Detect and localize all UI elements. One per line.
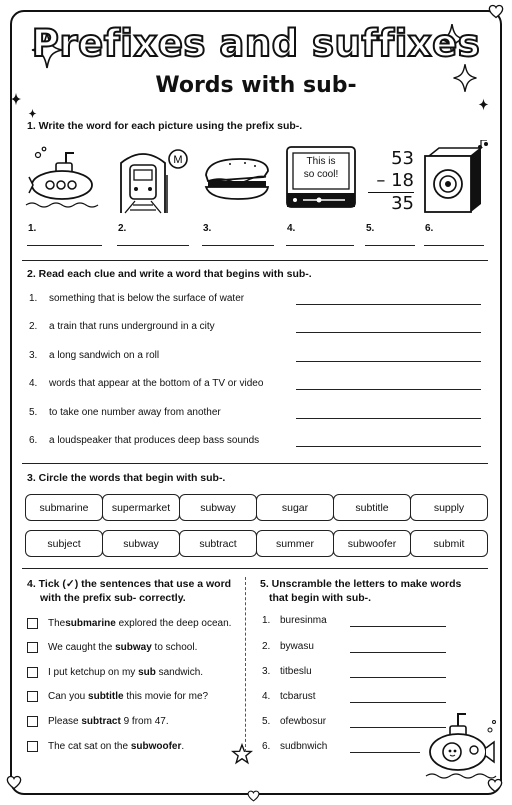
section-divider <box>22 568 488 569</box>
section3-heading: 3. Circle the words that begin with sub-. <box>27 472 226 484</box>
clue-answer-line[interactable] <box>296 361 481 362</box>
checkbox[interactable] <box>27 618 38 629</box>
math-answer: 35 <box>368 192 414 215</box>
section5-heading-line1: 5. Unscramble the letters to make words <box>260 578 462 590</box>
section-divider <box>22 260 488 261</box>
picture-number: 5. <box>366 223 375 234</box>
word-choice[interactable]: supermarket <box>102 494 180 521</box>
sparkle-icon <box>478 98 489 111</box>
checkbox[interactable] <box>27 642 38 653</box>
picture-number: 6. <box>425 223 434 234</box>
math-top: 53 <box>391 148 414 169</box>
clue-answer-line[interactable] <box>296 304 481 305</box>
worksheet-subtitle: Words with sub- <box>155 73 357 98</box>
word-choice[interactable]: subway <box>102 530 180 557</box>
subtraction-icon <box>368 148 414 215</box>
section5-heading-line2: that begin with sub-. <box>269 592 372 604</box>
tick-sentence[interactable]: Please subtract 9 from 47. <box>27 716 169 727</box>
column-divider <box>245 577 246 752</box>
section4-heading <box>27 577 231 605</box>
word-choice[interactable]: subject <box>25 530 103 557</box>
section1-heading: 1. Write the word for each picture using the prefix sub-. <box>27 120 303 132</box>
answer-line[interactable] <box>365 245 415 246</box>
heart-icon <box>6 775 22 790</box>
answer-line[interactable] <box>424 245 484 246</box>
word-choice[interactable]: submarine <box>25 494 103 521</box>
section4-heading-line1: 4. Tick (✓) the sentences that use a word <box>27 578 232 590</box>
checkbox[interactable] <box>27 691 38 702</box>
submarine-mascot-icon <box>422 708 498 780</box>
tv-caption <box>297 155 345 181</box>
unscramble-row: 1. buresinma <box>262 615 327 626</box>
picture-number: 2. <box>118 223 127 234</box>
clue-answer-line[interactable] <box>296 418 481 419</box>
metro-sign-label: M <box>173 154 183 166</box>
unscramble-answer-line[interactable] <box>350 677 446 678</box>
word-choice[interactable]: supply <box>410 494 488 521</box>
answer-line[interactable] <box>117 245 189 246</box>
word-choice[interactable]: sugar <box>256 494 334 521</box>
clue-row: 6. a loudspeaker that produces deep bass sounds <box>29 435 260 446</box>
math-middle: – 18 <box>376 170 414 191</box>
unscramble-row: 3. titbeslu <box>262 666 312 677</box>
heart-icon <box>488 4 504 19</box>
sparkle-icon <box>28 108 37 119</box>
word-choice[interactable]: subway <box>179 494 257 521</box>
picture-number: 1. <box>28 223 37 234</box>
unscramble-answer-line[interactable] <box>350 752 420 753</box>
tick-sentence[interactable]: I put ketchup on my sub sandwich. <box>27 667 203 678</box>
checkbox[interactable] <box>27 741 38 752</box>
unscramble-answer-line[interactable] <box>350 702 446 703</box>
tick-sentence[interactable]: The submarine explored the deep ocean. <box>27 618 231 629</box>
clue-answer-line[interactable] <box>296 332 481 333</box>
sandwich-icon <box>200 155 272 203</box>
subway-train-icon <box>117 143 189 215</box>
unscramble-row: 2. bywasu <box>262 641 314 652</box>
word-choice[interactable]: subtitle <box>333 494 411 521</box>
section2-heading: 2. Read each clue and write a word that begins with sub-. <box>27 268 312 280</box>
answer-line[interactable] <box>286 245 354 246</box>
picture-number: 4. <box>287 223 296 234</box>
submarine-icon <box>24 143 100 213</box>
clue-row: 3. a long sandwich on a roll <box>29 350 160 361</box>
word-choice[interactable]: submit <box>410 530 488 557</box>
tv-caption-line1: This is <box>306 156 336 167</box>
checkbox[interactable] <box>27 667 38 678</box>
clue-answer-line[interactable] <box>296 389 481 390</box>
worksheet-title: Prefixes and suffixes <box>31 22 481 65</box>
heart-icon <box>247 790 260 802</box>
unscramble-row: 5. ofewbosur <box>262 716 327 727</box>
heart-icon <box>487 778 503 793</box>
section5-heading <box>260 577 461 605</box>
section4-heading-line2: with the prefix sub- correctly. <box>40 592 186 604</box>
unscramble-row: 6. sudbnwich <box>262 741 328 752</box>
word-choice[interactable]: summer <box>256 530 334 557</box>
answer-line[interactable] <box>202 245 274 246</box>
subwoofer-icon <box>421 140 491 216</box>
word-choice[interactable]: subwoofer <box>333 530 411 557</box>
clue-row: 5. to take one number away from another <box>29 407 221 418</box>
unscramble-row: 4. tcbarust <box>262 691 316 702</box>
answer-line[interactable] <box>27 245 102 246</box>
unscramble-answer-line[interactable] <box>350 626 446 627</box>
clue-answer-line[interactable] <box>296 446 481 447</box>
clue-row: 2. a train that runs underground in a city <box>29 321 215 332</box>
section-divider <box>22 463 488 464</box>
tick-sentence[interactable]: We caught the subway to school. <box>27 642 197 653</box>
unscramble-answer-line[interactable] <box>350 652 446 653</box>
star-icon <box>231 743 253 765</box>
tick-sentence[interactable]: The cat sat on the subwoofer . <box>27 741 184 752</box>
tv-caption-line2: so cool! <box>303 169 339 180</box>
clue-row: 1. something that is below the surface of water <box>29 293 245 304</box>
clue-row: 4. words that appear at the bottom of a TV or video <box>29 378 264 389</box>
word-choice[interactable]: subtract <box>179 530 257 557</box>
picture-number: 3. <box>203 223 212 234</box>
checkbox[interactable] <box>27 716 38 727</box>
tick-sentence[interactable]: Can you subtitle this movie for me? <box>27 691 208 702</box>
